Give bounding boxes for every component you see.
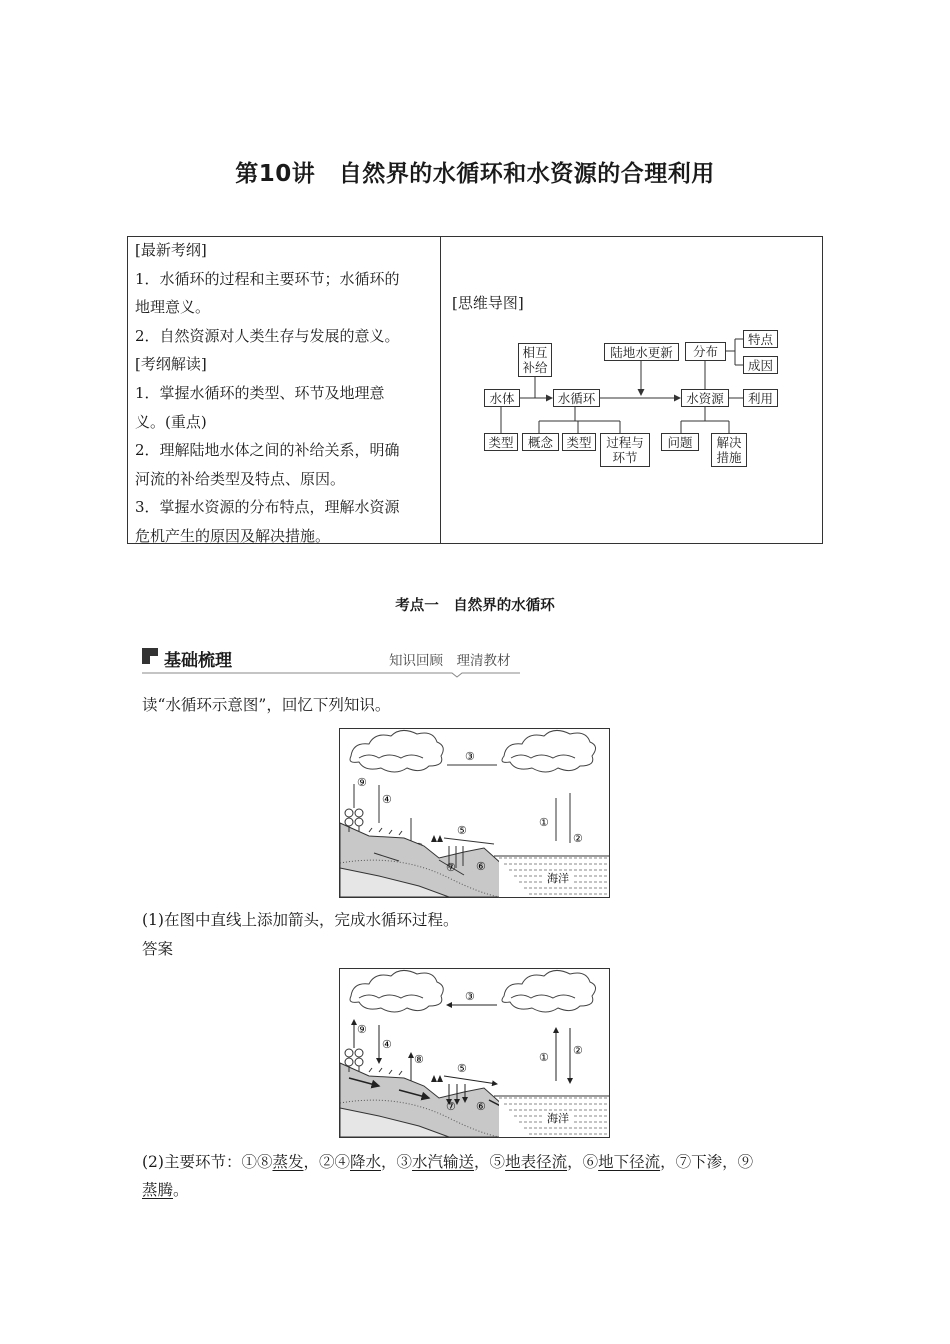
mindmap-node-types-water-body: 类型 xyxy=(484,433,518,451)
outline-heading-latest: [最新考纲] xyxy=(135,241,207,259)
page-title: 第10讲 自然界的水循环和水资源的合理利用 xyxy=(235,161,715,187)
mindmap-node-solutions: 解决 措施 xyxy=(711,433,747,467)
outline-heading-interpret: [考纲解读] xyxy=(135,355,207,374)
svg-text:①: ① xyxy=(539,1051,549,1064)
sea-label: 海洋 xyxy=(547,1112,569,1125)
sea-label: 海洋 xyxy=(547,872,569,885)
outline-line: 2．理解陆地水体之间的补给关系，明确 xyxy=(135,441,400,460)
answer-evaporation: 蒸发 xyxy=(272,1153,304,1171)
label-3: ③ xyxy=(465,750,475,763)
svg-text:②: ② xyxy=(573,1044,583,1057)
mindmap-node-causes: 成因 xyxy=(743,356,778,374)
mindmap-node-mutual-supply: 相互 补给 xyxy=(518,343,552,377)
mindmap-label: [思维导图] xyxy=(452,294,524,312)
outline-line: 地理意义。 xyxy=(135,298,211,317)
mindmap-node-types-cycle: 类型 xyxy=(562,433,596,451)
banner-subtitle: 知识回顾 理清教材 xyxy=(389,653,511,669)
intro-text: 读“水循环示意图”，回忆下列知识。 xyxy=(142,696,391,714)
svg-text:⑥: ⑥ xyxy=(476,860,486,873)
svg-text:⑦: ⑦ xyxy=(446,861,456,874)
outline-line: 危机产生的原因及解决措施。 xyxy=(135,526,331,545)
svg-text:⑥: ⑥ xyxy=(476,1100,486,1113)
outline-line: 河流的补给类型及特点、原因。 xyxy=(135,469,346,488)
mindmap xyxy=(475,325,815,475)
outline-line: 1．水循环的过程和主要环节；水循环的 xyxy=(135,269,400,288)
answer-vapor-transport: 水汽输送 xyxy=(412,1153,475,1171)
mindmap-node-land-water-renewal: 陆地水更新 xyxy=(604,343,679,361)
mindmap-node-features: 特点 xyxy=(743,330,778,348)
mindmap-node-distribution: 分布 xyxy=(685,342,726,361)
answer-transpiration: 蒸腾 xyxy=(142,1181,174,1199)
banner-underline xyxy=(142,670,522,678)
outline-line: 2．自然资源对人类生存与发展的意义。 xyxy=(135,326,400,345)
answer-groundwater-runoff: 地下径流 xyxy=(598,1153,661,1171)
svg-text:⑦: ⑦ xyxy=(446,1100,456,1113)
svg-text:⑨: ⑨ xyxy=(357,776,367,789)
question-2: (2)主要环节：①⑧蒸发，②④降水，③水汽输送，⑤地表径流，⑥地下径流，⑦下渗，⑨ xyxy=(142,1153,754,1171)
mindmap-node-water-cycle: 水循环 xyxy=(553,389,600,407)
outline-line: 义。(重点) xyxy=(135,412,207,431)
mindmap-node-water-resources: 水资源 xyxy=(681,389,729,407)
mindmap-node-water-body: 水体 xyxy=(484,389,520,407)
mindmap-node-process: 过程与 环节 xyxy=(600,433,650,467)
syllabus-outline xyxy=(135,236,435,551)
question-2-cont: 蒸腾。 xyxy=(142,1181,189,1199)
svg-text:③: ③ xyxy=(465,990,475,1003)
mindmap-node-concept: 概念 xyxy=(522,433,559,451)
svg-text:④: ④ xyxy=(382,793,392,806)
svg-text:⑧: ⑧ xyxy=(414,1053,424,1066)
svg-text:⑤: ⑤ xyxy=(457,824,467,837)
svg-text:⑤: ⑤ xyxy=(457,1062,467,1075)
table-divider xyxy=(440,236,441,544)
water-cycle-diagram xyxy=(339,728,610,898)
mindmap-node-problems: 问题 xyxy=(661,433,699,451)
water-cycle-diagram-answer xyxy=(339,968,610,1138)
outline-line: 3．掌握水资源的分布特点，理解水资源 xyxy=(135,498,400,517)
svg-text:⑨: ⑨ xyxy=(357,1023,367,1036)
outline-line: 1．掌握水循环的类型、环节及地理意 xyxy=(135,383,385,402)
svg-text:①: ① xyxy=(539,816,549,829)
banner-title: 基础梳理 xyxy=(164,651,232,671)
question-1: (1)在图中直线上添加箭头，完成水循环过程。 xyxy=(142,911,459,929)
svg-text:④: ④ xyxy=(382,1038,392,1051)
answer-label: 答案 xyxy=(142,940,174,958)
answer-surface-runoff: 地表径流 xyxy=(505,1153,568,1171)
section-title: 考点一 自然界的水循环 xyxy=(395,598,555,614)
answer-precipitation: 降水 xyxy=(350,1153,382,1171)
mindmap-node-utilization: 利用 xyxy=(743,389,778,407)
svg-text:②: ② xyxy=(573,832,583,845)
